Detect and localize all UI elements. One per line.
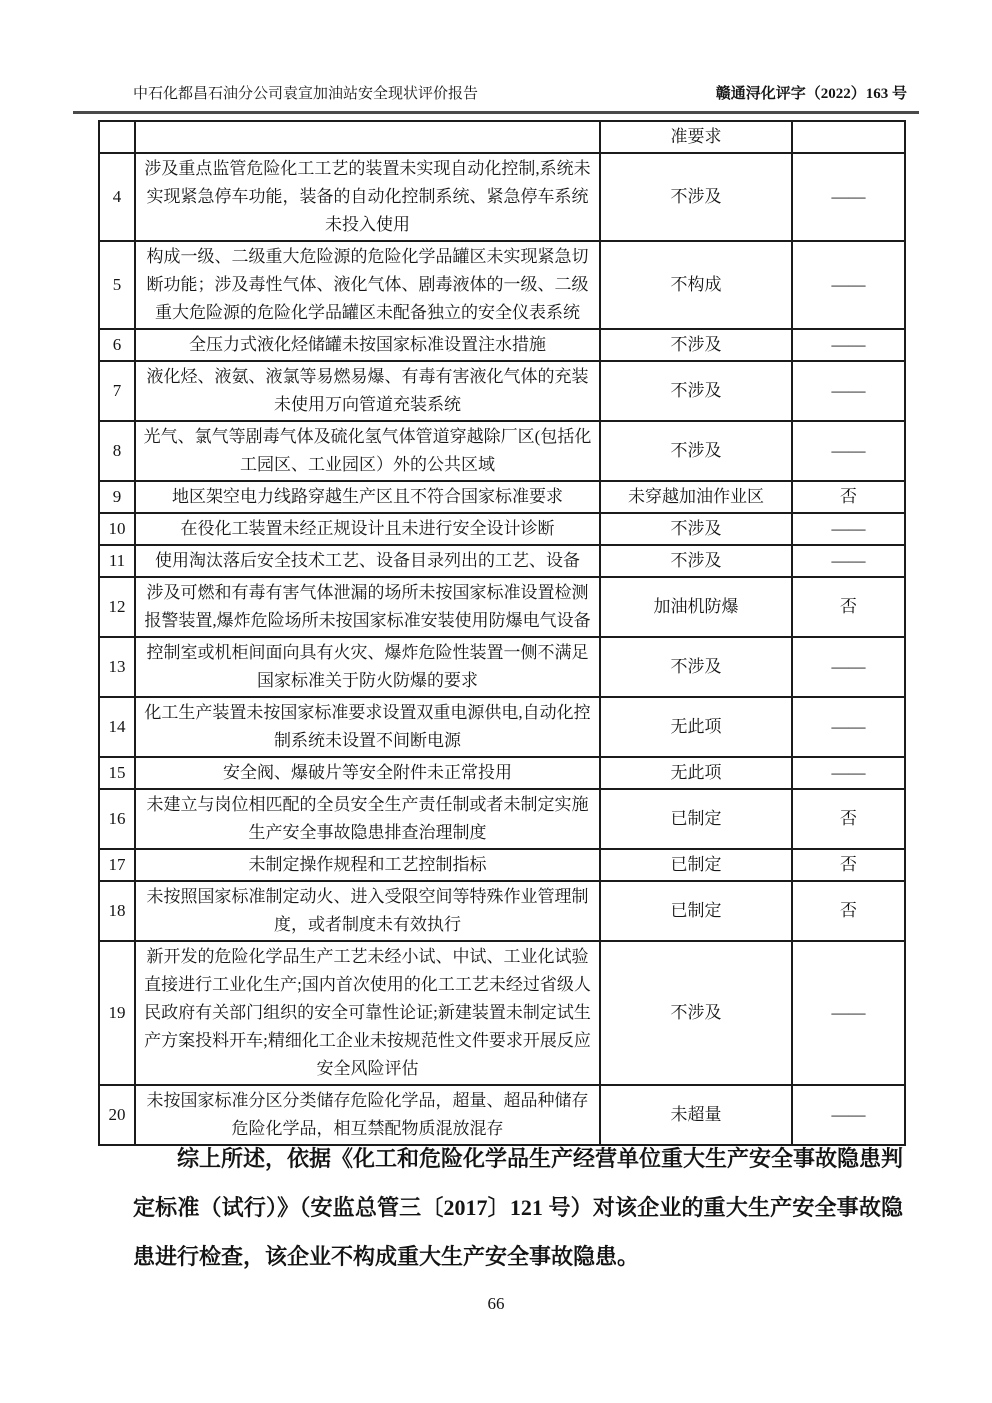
- row-description: 涉及可燃和有毒有害气体泄漏的场所未按国家标准设置检测报警装置,爆炸危险场所未按国家标准安装使用防爆电气设备: [135, 577, 600, 637]
- row-number: 15: [99, 757, 135, 789]
- row-result: ——: [792, 757, 905, 789]
- row-description: 控制室或机柜间面向具有火灾、爆炸危险性装置一侧不满足国家标准关于防火防爆的要求: [135, 637, 600, 697]
- carryover-cell-no: [99, 121, 135, 153]
- table-row: [99, 697, 905, 757]
- row-description: 构成一级、二级重大危险源的危险化学品罐区未实现紧急切断功能；涉及毒性气体、液化气体、剧毒液体的一级、二级重大危险源的危险化学品罐区未配备独立的安全仪表系统: [135, 241, 600, 329]
- table-row: [99, 941, 905, 1085]
- row-number: 7: [99, 361, 135, 421]
- row-status: 无此项: [600, 697, 792, 757]
- row-status: 无此项: [600, 757, 792, 789]
- row-result: ——: [792, 421, 905, 481]
- row-result: 否: [792, 481, 905, 513]
- hazard-criteria-table-body: [99, 121, 905, 1145]
- row-status: 不涉及: [600, 941, 792, 1085]
- row-description: 地区架空电力线路穿越生产区且不符合国家标准要求: [135, 481, 600, 513]
- row-status: 不涉及: [600, 361, 792, 421]
- row-status: 不涉及: [600, 153, 792, 241]
- row-status: 加油机防爆: [600, 577, 792, 637]
- row-number: 10: [99, 513, 135, 545]
- row-number: 5: [99, 241, 135, 329]
- page-header: [73, 84, 919, 114]
- row-status: 未穿越加油作业区: [600, 481, 792, 513]
- row-status: 不涉及: [600, 545, 792, 577]
- row-number: 20: [99, 1085, 135, 1145]
- row-result: ——: [792, 153, 905, 241]
- row-result: ——: [792, 361, 905, 421]
- row-number: 8: [99, 421, 135, 481]
- row-number: 4: [99, 153, 135, 241]
- carryover-cell-status: 准要求: [600, 121, 792, 153]
- table-row: [99, 329, 905, 361]
- row-number: 12: [99, 577, 135, 637]
- table-row: [99, 241, 905, 329]
- row-result: 否: [792, 881, 905, 941]
- row-description: 安全阀、爆破片等安全附件未正常投用: [135, 757, 600, 789]
- carryover-cell-description: [135, 121, 600, 153]
- row-description: 未按照国家标准制定动火、进入受限空间等特殊作业管理制度，或者制度未有效执行: [135, 881, 600, 941]
- row-result: ——: [792, 329, 905, 361]
- table-row: [99, 361, 905, 421]
- table-row: [99, 849, 905, 881]
- row-number: 18: [99, 881, 135, 941]
- row-result: ——: [792, 241, 905, 329]
- row-description: 液化烃、液氨、液氯等易燃易爆、有毒有害液化气体的充装未使用万向管道充装系统: [135, 361, 600, 421]
- row-status: 不构成: [600, 241, 792, 329]
- header-doc-number: 赣通浔化评字（2022）163 号: [715, 86, 907, 102]
- row-number: 13: [99, 637, 135, 697]
- row-number: 6: [99, 329, 135, 361]
- row-status: 不涉及: [600, 637, 792, 697]
- row-status: 不涉及: [600, 513, 792, 545]
- row-description: 使用淘汰落后安全技术工艺、设备目录列出的工艺、设备: [135, 545, 600, 577]
- table-row: [99, 757, 905, 789]
- row-result: 否: [792, 849, 905, 881]
- row-result: 否: [792, 577, 905, 637]
- row-number: 16: [99, 789, 135, 849]
- table-row: [99, 513, 905, 545]
- row-description: 化工生产装置未按国家标准要求设置双重电源供电,自动化控制系统未设置不间断电源: [135, 697, 600, 757]
- row-result: ——: [792, 1085, 905, 1145]
- table-row: [99, 481, 905, 513]
- row-number: 14: [99, 697, 135, 757]
- row-description: 光气、氯气等剧毒气体及硫化氢气体管道穿越除厂区(包括化工园区、工业园区）外的公共区域: [135, 421, 600, 481]
- carryover-header-row: [99, 121, 905, 153]
- row-number: 11: [99, 545, 135, 577]
- row-result: ——: [792, 637, 905, 697]
- row-status: 未超量: [600, 1085, 792, 1145]
- row-result: ——: [792, 545, 905, 577]
- table-row: [99, 637, 905, 697]
- row-result: ——: [792, 941, 905, 1085]
- carryover-cell-result: [792, 121, 905, 153]
- row-description: 全压力式液化烃储罐未按国家标准设置注水措施: [135, 329, 600, 361]
- row-result: ——: [792, 513, 905, 545]
- row-description: 未按国家标准分区分类储存危险化学品，超量、超品种储存危险化学品，相互禁配物质混放混存: [135, 1085, 600, 1145]
- conclusion-paragraph: 综上所述，依据《化工和危险化学品生产经营单位重大生产安全事故隐患判定标准（试行）》（安监总管三〔2017〕121 号）对该企业的重大生产安全事故隐患进行检查，该企业不构成重大生产安全事故隐患。: [133, 1146, 904, 1269]
- table-row: [99, 545, 905, 577]
- table-row: [99, 421, 905, 481]
- row-description: 涉及重点监管危险化工工艺的装置未实现自动化控制,系统未实现紧急停车功能，装备的自动化控制系统、紧急停车系统未投入使用: [135, 153, 600, 241]
- header-report-title: 中石化都昌石油分公司袁宣加油站安全现状评价报告: [133, 86, 479, 102]
- row-description: 新开发的危险化学品生产工艺未经小试、中试、工业化试验直接进行工业化生产;国内首次使用的化工工艺未经过省级人民政府有关部门组织的安全可靠性论证;新建装置未制定试生产方案投料开车;精细化工企业未按规范性文件要求开展反应安全风险评估: [135, 941, 600, 1085]
- row-number: 9: [99, 481, 135, 513]
- hazard-criteria-table: [98, 120, 906, 1146]
- row-description: 在役化工装置未经正规设计且未进行安全设计诊断: [135, 513, 600, 545]
- row-status: 已制定: [600, 849, 792, 881]
- table-row: [99, 881, 905, 941]
- row-description: 未建立与岗位相匹配的全员安全生产责任制或者未制定实施生产安全事故隐患排查治理制度: [135, 789, 600, 849]
- table-row: [99, 153, 905, 241]
- table-row: [99, 577, 905, 637]
- row-result: ——: [792, 697, 905, 757]
- table-row: [99, 789, 905, 849]
- row-number: 19: [99, 941, 135, 1085]
- page-number: 66: [487, 1294, 505, 1313]
- row-status: 不涉及: [600, 421, 792, 481]
- row-status: 已制定: [600, 881, 792, 941]
- row-status: 已制定: [600, 789, 792, 849]
- row-status: 不涉及: [600, 329, 792, 361]
- row-result: 否: [792, 789, 905, 849]
- row-number: 17: [99, 849, 135, 881]
- row-description: 未制定操作规程和工艺控制指标: [135, 849, 600, 881]
